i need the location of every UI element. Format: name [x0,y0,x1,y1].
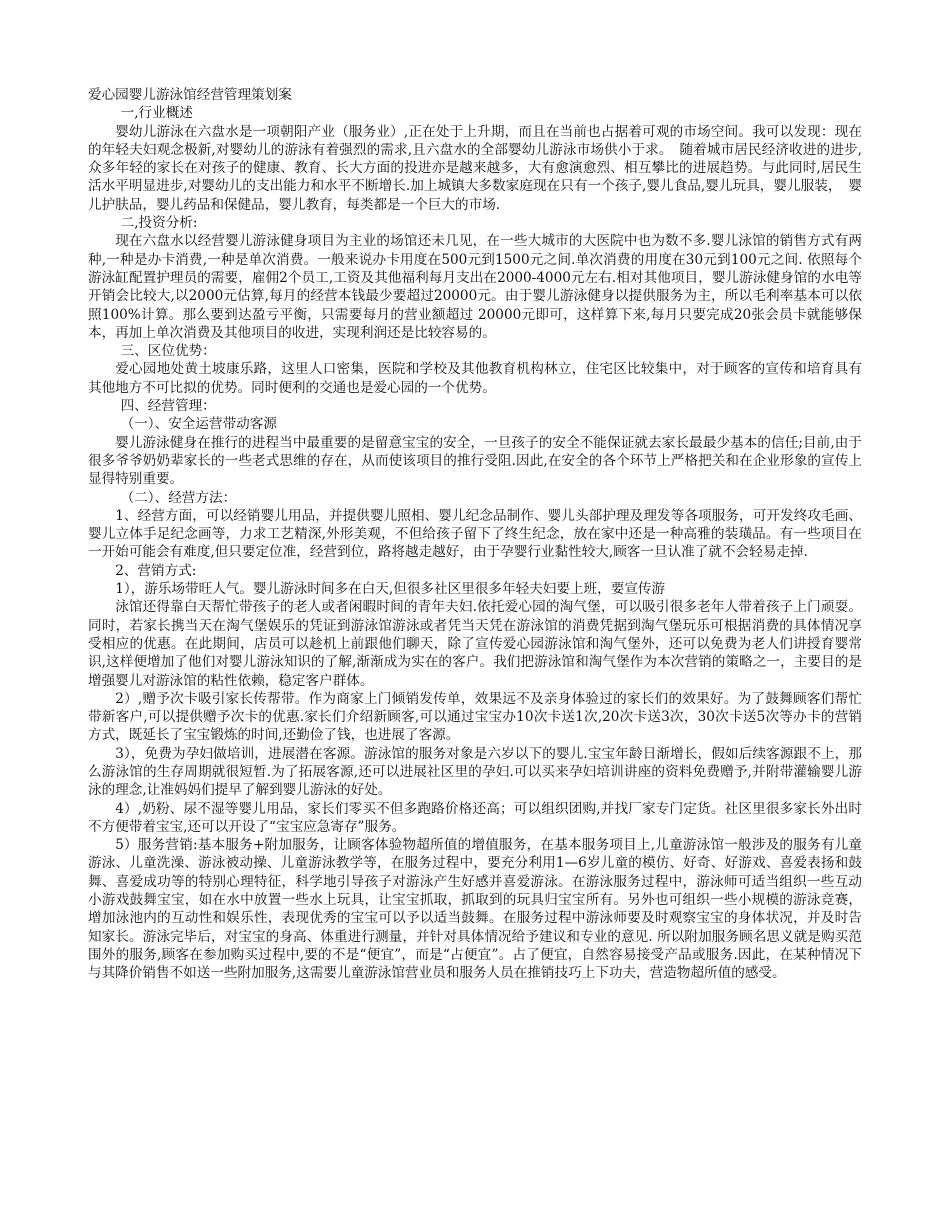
body-paragraph: 泳馆还得靠白天帮忙带孩子的老人或者闲暇时间的青年夫妇.依托爱心园的淘气堡，可以吸引很多老年人带着孩子上门顽耍。同时，若家长携当天在淘气堡娱乐的凭证到游泳馆游泳或者凭当天凭在游泳馆的消费凭据到淘气堡玩乐可根据消费的具体情况享受相应的优惠。在此期间，店员可以趁机上前跟他们聊天，除了宣传爱心园游泳馆和淘气堡外，还可以免费为老人们讲授育婴常识,这样便增加了他们对婴儿游泳知识的了解,渐渐成为实在的客户。我们把游泳馆和淘气堡作为本次营销的策略之一，主要目的是增强婴儿对游泳馆的粘性依赖，稳定客户群体。 [88,599,862,689]
section-heading: （一）、安全运营带动客源 [120,416,277,433]
body-paragraph: 3），免费为孕妇做培训，进展潜在客源。游泳馆的服务对象是六岁以下的婴儿.宝宝年龄日渐增长，假如后续客源跟不上，那么游泳馆的生存周期就很短暂.为了拓展客源,还可以进展社区里的孕妇.可以买来孕妇培训讲座的资料免费赠予,并附带灌输婴儿游泳的理念,让准妈妈们提早了解到婴儿游泳的好处。 [88,745,862,799]
section-heading: 三、区位优势： [120,343,216,360]
body-paragraph: 爱心园地处黄土坡康乐路，这里人口密集，医院和学校及其他教育机构林立，住宅区比较集中，对于顾客的宣传和培育具有其他地方不可比拟的优势。同时便利的交通也是爱心园的一个优势。 [88,361,862,396]
body-paragraph: 4）,奶粉、尿不湿等婴儿用品，家长们零买不但多跑路价格还高；可以组织团购,并找厂家专门定货。社区里很多家长外出时不方便带着宝宝,还可以开设了“宝宝应急寄存”服务。 [88,800,862,835]
section-heading: 一,行业概述 [120,105,193,122]
body-paragraph: 婴幼儿游泳在六盘水是一项朝阳产业（服务业）,正在处于上升期，而且在当前也占据着可观的市场空间。我可以发现：现在的年轻夫妇观念极新,对婴幼儿的游泳有着强烈的需求,且六盘水的全部婴幼儿游泳市场供小于求。 随着城市居民经济收进的进步,众多年轻的家长在对孩子的健康、教育、长大方面的投进亦是越来越多，大有愈演愈烈、相互攀比的进展趋势。与此同时,居民生活水平明显进步,对婴幼儿的支出能力和水平不断增长.加上城镇大多数家庭现在只有一个孩子,婴儿食品,婴儿玩具，婴儿服装， 婴儿护肤品，婴儿药品和保健品，婴儿教育，每类都是一个巨大的市场. [88,123,862,213]
section-heading: 二,投资分析: [120,215,198,232]
body-paragraph: 1、经营方面，可以经销婴儿用品，并提供婴儿照相、婴儿纪念品制作、婴儿头部护理及理发等各项服务，可开发终攻毛画、婴儿立体手足纪念画等，力求工艺精深,外形美观，不但给孩子留下了终生纪念，放在家中还是一种高雅的装璜品。有一些项目在一开始可能会有难度,但只要定位准，经营到位，路将越走越好，由于孕婴行业黏性较大,顾客一旦认准了就不会轻易走掉. [88,507,862,561]
body-paragraph: 1），游乐场带旺人气。婴儿游泳时间多在白天,但很多社区里很多年轻夫妇要上班，要宣传游 [115,581,666,598]
section-heading: 四、经营管理： [120,398,216,415]
body-paragraph: 2）,赠予次卡吸引家长传帮带。作为商家上门倾销发传单，效果远不及亲身体验过的家长们的效果好。为了鼓舞顾客们帮忙带新客户,可以提供赠予次卡的优惠.家长们介绍新顾客,可以通过宝宝办10次卡送1次,20次卡送3次，30次卡送5次等办卡的营销方式，既延长了宝宝锻炼的时间,还勤俭了钱，也进展了客源。 [88,690,862,744]
body-paragraph: 婴儿游泳健身在推行的进程当中最重要的是留意宝宝的安全，一旦孩子的安全不能保证就去家长最最少基本的信任;目前,由于很多爷爷奶奶辈家长的一些老式思维的存在，从而使该项目的推行受阻.因此,在安全的各个环节上严格把关和在企业形象的宣传上显得特别重要。 [88,434,862,488]
document-title: 爱心园婴儿游泳馆经营管理策划案 [88,87,292,103]
body-paragraph: 2、营销方式: [115,562,197,579]
body-paragraph: 现在六盘水以经营婴儿游泳健身项目为主业的场馆还未几见，在一些大城市的大医院中也为数不多.婴儿泳馆的销售方式有两种,一种是办卡消费,一种是单次消费。一般来说办卡用度在500元到1500元之间.单次消费的用度在30元到100元之间. 依照每个游泳缸配置护理员的需要，雇佣2个员工,工资及其他福利每月支出在2000-4000元左右.相对其他项目，婴儿游泳健身馆的水电等开销会比较大,以2000元估算,每月的经营本钱最少要超过20000元。由于婴儿游泳健身以提供服务为主，所以毛利率基本可以依照100%计算。那么要到达盈亏平衡，只需要每月的营业额超过 20000元即可，这样算下来,每月只要完成20张会员卡就能够保本，再加上单次消费及其他项目的收进，实现利润还是比较容易的。 [88,233,862,341]
document-page [88,86,862,983]
document-body [88,104,862,982]
body-paragraph: 5）服务营销:基本服务+附加服务，让顾客体验物超所值的增值服务，在基本服务项目上,儿童游泳馆一般涉及的服务有儿童游泳、儿童洗澡、游泳被动操、儿童游泳教学等，在服务过程中，要充分利用1—6岁儿童的模仿、好奇、好游戏、喜爱表扬和鼓舞、喜爱成功等的特别心理特征，科学地引导孩子对游泳产生好感并喜爱游泳。在游泳服务过程中，游泳师可适当组织一些互动小游戏鼓舞宝宝，如在水中放置一些水上玩具，让宝宝抓取，抓取到的玩具归宝宝所有。另外也可组织一些小规模的游泳竞赛，增加泳池内的互动性和娱乐性，表现优秀的宝宝可以予以适当鼓舞。在服务过程中游泳师要及时观察宝宝的身体状况，并及时告知家长。游泳完毕后，对宝宝的身高、体重进行测量，并针对具体情况给予建议和专业的意见. 所以附加服务顾名思义就是购买范围外的服务,顾客在参加购买过程中,要的不是“便宜”，而是“占便宜”。占了便宜，自然容易接受产品或服务.因此，在某种情况下与其降价销售不如送一些附加服务,这需要儿童游泳馆营业员和服务人员在推销技巧上下功夫，营造物超所值的感受。 [88,837,862,982]
section-heading: （二）、经营方法： [120,489,237,506]
